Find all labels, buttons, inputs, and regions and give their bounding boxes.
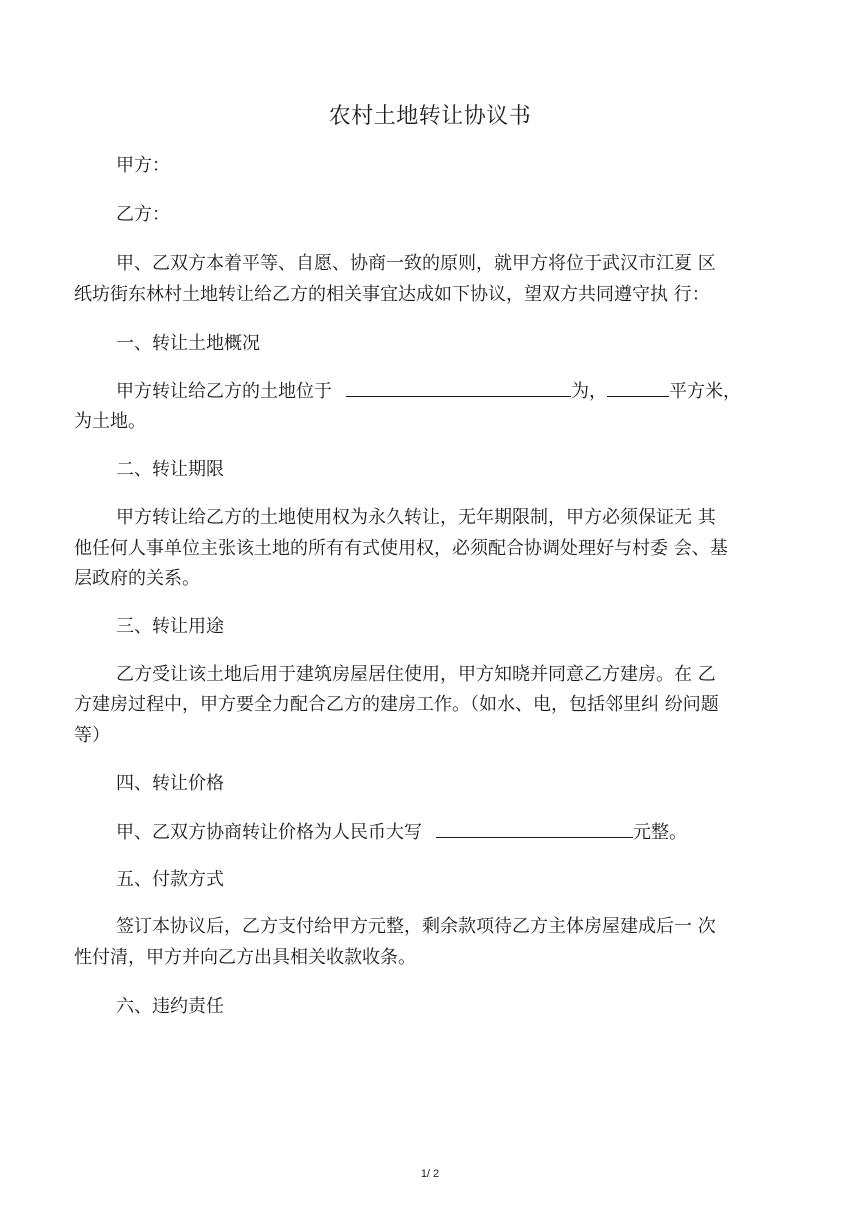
- party-b-label: 乙方：: [116, 204, 170, 225]
- location-blank-field: [346, 378, 571, 397]
- section-4-line-1: [116, 819, 687, 846]
- section-4-text-price: 甲、乙双方协商转让价格为人民币大写: [116, 822, 422, 843]
- intro-paragraph-line-2: 纸坊街东林村土地转让给乙方的相关事宜达成如下协议，望双方共同遵守执 行：: [74, 284, 710, 305]
- price-blank-field: [436, 819, 633, 838]
- section-2-line-2: 他任何人事单位主张该土地的所有有式使用权，必须配合协调处理好与村委 会、基: [74, 538, 728, 559]
- section-1-line-1: [116, 378, 741, 405]
- section-5-line-2: 性付清，甲方并向乙方出具相关收款收条。: [74, 947, 416, 968]
- section-2-line-1: 甲方转让给乙方的土地使用权为永久转让，无年期限制，甲方必须保证无 其: [116, 507, 716, 528]
- intro-paragraph-line-1: 甲、乙双方本着平等、自愿、协商一致的原则，就甲方将位于武汉市江夏 区: [116, 253, 716, 274]
- document-title: 农村土地转让协议书: [328, 104, 532, 129]
- area-blank-field: [607, 378, 669, 397]
- section-1-text-wei: 为，: [571, 381, 607, 402]
- section-3-line-3: 等）: [74, 725, 110, 746]
- section-1-text-area-unit: 平方米，: [669, 381, 741, 402]
- section-1-line-2: 为土地。: [74, 411, 146, 432]
- section-4-text-yuan: 元整。: [633, 822, 687, 843]
- section-1-heading: 一、转让土地概况: [116, 333, 260, 354]
- party-a-label: 甲方：: [116, 155, 170, 176]
- section-3-heading: 三、转让用途: [116, 616, 224, 637]
- section-3-line-2: 方建房过程中，甲方要全力配合乙方的建房工作。（如水、电，包括邻里纠 纷问题: [74, 694, 719, 715]
- section-5-line-1: 签订本协议后，乙方支付给甲方元整，剩余款项待乙方主体房屋建成后一 次: [116, 916, 716, 937]
- page-number: 1/ 2: [420, 1168, 440, 1180]
- section-5-heading: 五、付款方式: [116, 869, 224, 890]
- section-6-heading: 六、违约责任: [116, 996, 224, 1017]
- section-2-heading: 二、转让期限: [116, 459, 224, 480]
- section-1-text-location: 甲方转让给乙方的土地位于: [116, 381, 332, 402]
- section-2-line-3: 层政府的关系。: [74, 568, 200, 589]
- section-3-line-1: 乙方受让该土地后用于建筑房屋居住使用，甲方知晓并同意乙方建房。在 乙: [116, 664, 716, 685]
- section-4-heading: 四、转让价格: [116, 773, 224, 794]
